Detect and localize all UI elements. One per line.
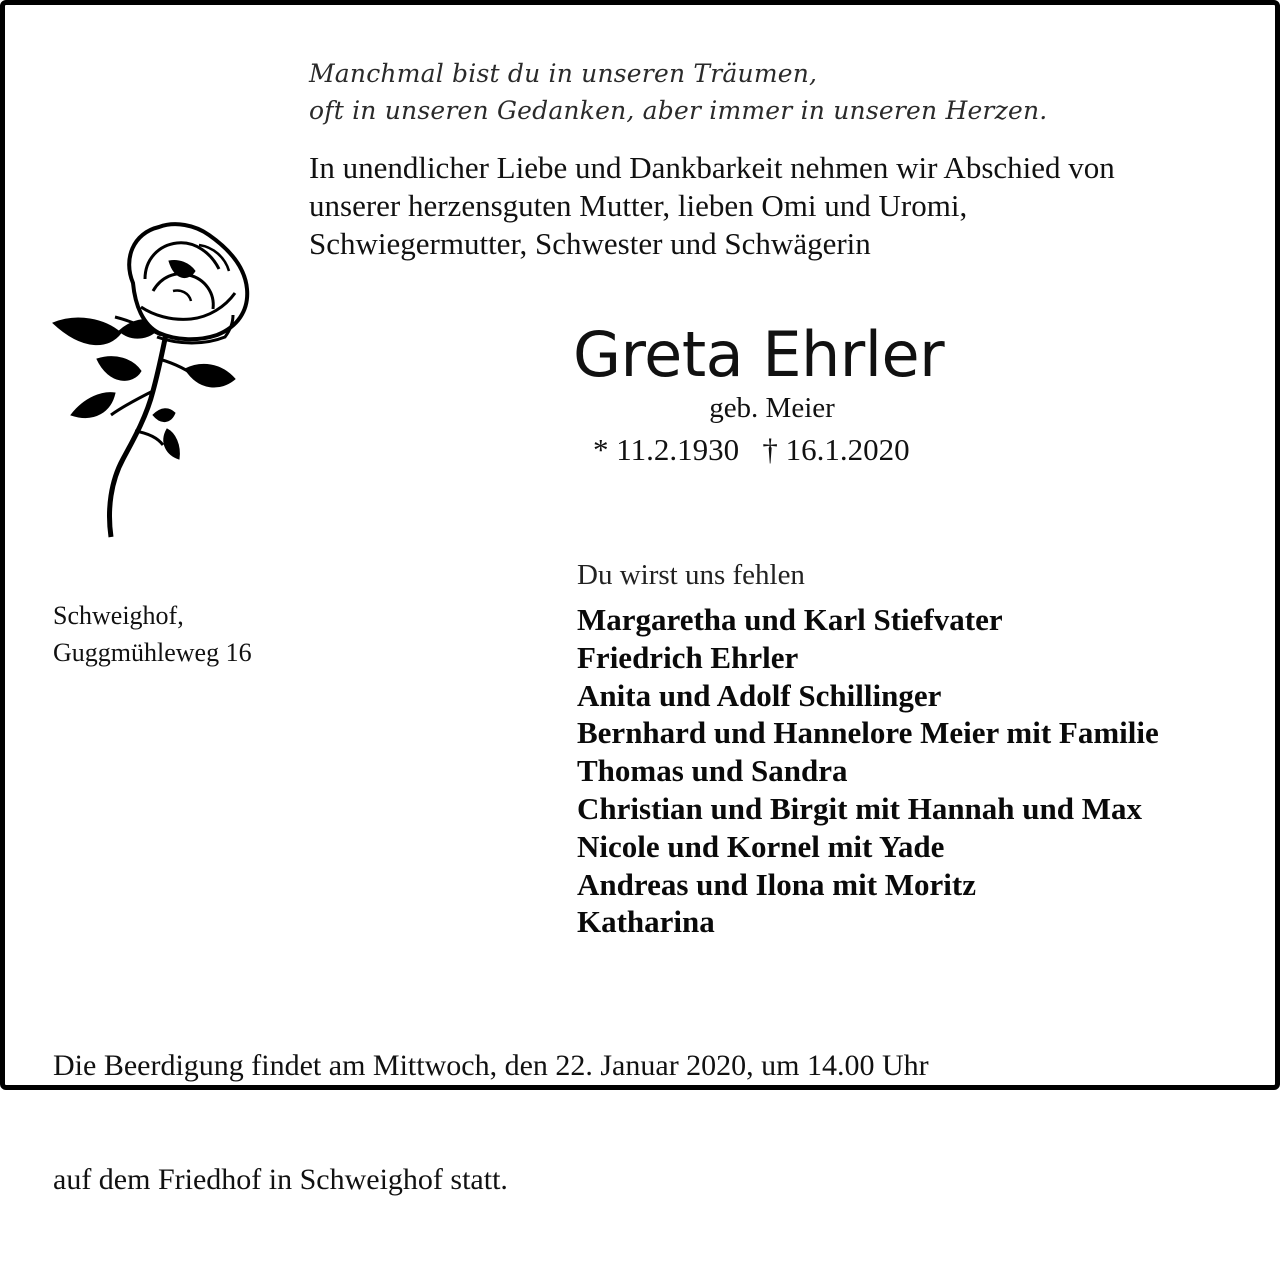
mourners-heading: Du wirst uns fehlen (577, 559, 805, 591)
life-dates: * 11.2.1930 † 16.1.2020 (593, 432, 910, 467)
funeral-line: auf dem Friedhof in Schweighof statt. (53, 1163, 508, 1196)
mourner-entry: Thomas und Sandra (577, 753, 848, 789)
funeral-line: Die Beerdigung findet am Mittwoch, den 22. Januar 2020, um 14.00 Uhr (53, 1049, 929, 1082)
address-line: Schweighof, (53, 601, 184, 630)
funeral-notice (53, 971, 929, 1275)
farewell-line: In unendlicher Liebe und Dankbarkeit nehmen wir Abschied von (309, 150, 1115, 185)
mourner-entry: Nicole und Kornel mit Yade (577, 828, 945, 864)
deceased-name: Greta Ehrler (573, 318, 945, 391)
mourners-list (577, 601, 1159, 941)
maiden-name: geb. Meier (709, 392, 835, 424)
quote-line: oft in unseren Gedanken, aber immer in unseren Herzen. (309, 96, 1048, 125)
mourner-entry: Katharina (577, 904, 715, 940)
mourner-entry: Anita und Adolf Schillinger (577, 677, 942, 713)
mourner-entry: Bernhard und Hannelore Meier mit Familie (577, 715, 1159, 751)
quote-line: Manchmal bist du in unseren Träumen, (309, 59, 818, 88)
farewell-text (309, 149, 1115, 263)
memorial-quote (309, 55, 1047, 129)
farewell-line: Schwiegermutter, Schwester und Schwägerin (309, 226, 871, 261)
mourner-entry: Christian und Birgit mit Hannah und Max (577, 790, 1143, 826)
farewell-line: unserer herzensguten Mutter, lieben Omi und Uromi, (309, 188, 968, 223)
rose-icon (49, 219, 259, 549)
mourner-entry: Margaretha und Karl Stiefvater (577, 602, 1003, 637)
address-line: Guggmühleweg 16 (53, 638, 252, 667)
mourner-entry: Friedrich Ehrler (577, 639, 799, 675)
mourner-entry: Andreas und Ilona mit Moritz (577, 866, 977, 902)
mourning-address (53, 597, 252, 671)
